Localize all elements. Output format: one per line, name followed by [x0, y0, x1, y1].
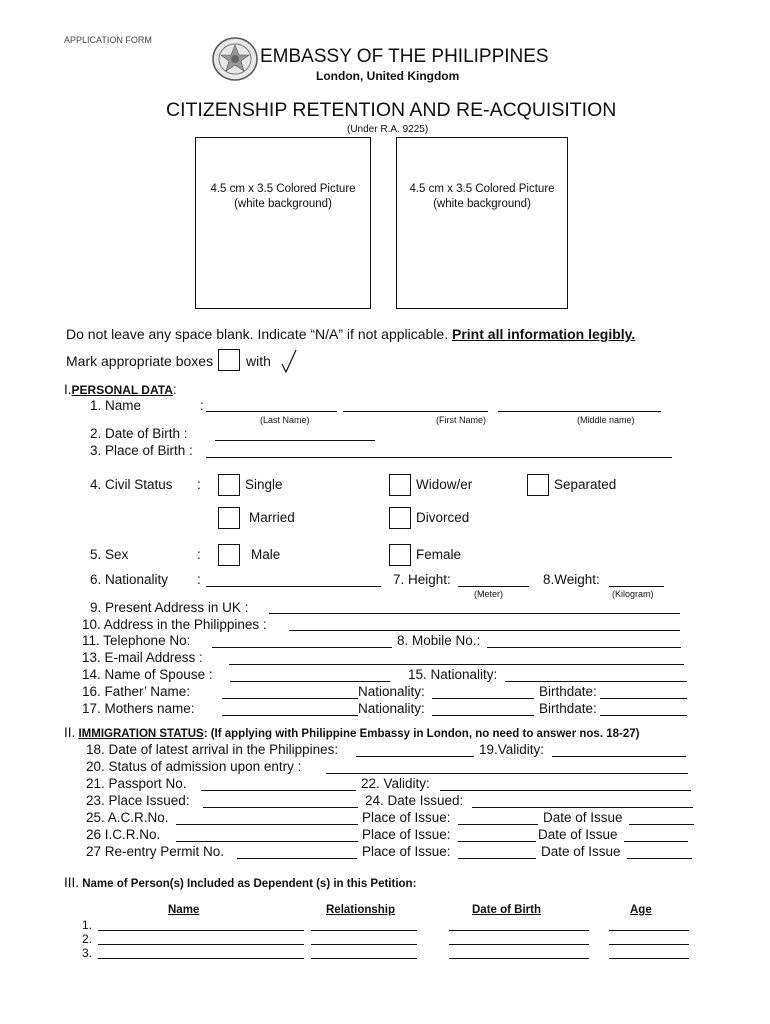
first-name-caption: (First Name) — [436, 415, 486, 425]
name-colon: : — [200, 398, 204, 413]
column-relationship: Relationship — [326, 904, 396, 916]
icr-field[interactable] — [176, 841, 358, 842]
section-3-numeral: III. — [64, 875, 80, 890]
section-1-numeral: I. — [64, 382, 72, 397]
father-name-field[interactable] — [222, 698, 358, 699]
photo-box-2[interactable] — [396, 137, 568, 309]
married-label: Married — [249, 510, 295, 525]
photo-box-2-size: 4.5 cm x 3.5 Colored Picture — [409, 183, 555, 195]
section-2-note: : (If applying with Philippine Embassy in London, no need to answer nos. 18-27) — [203, 728, 640, 740]
arrival-field[interactable] — [356, 756, 474, 757]
reentry-date-field[interactable] — [627, 858, 692, 859]
mark-instruction: Mark appropriate boxes — [66, 353, 214, 369]
photo-box-1[interactable] — [195, 137, 371, 309]
female-checkbox[interactable] — [389, 544, 411, 566]
separated-label: Separated — [554, 477, 617, 492]
middle-name-field[interactable] — [498, 411, 661, 412]
separated-checkbox[interactable] — [527, 474, 549, 496]
male-label: Male — [251, 547, 281, 562]
weight-field[interactable] — [609, 586, 664, 587]
mother-label: 17. Mothers name: — [82, 701, 195, 716]
section-3-heading — [64, 875, 416, 890]
mother-nationality-field[interactable] — [432, 715, 534, 716]
icr-place-label: Place of Issue: — [362, 827, 451, 842]
single-checkbox[interactable] — [218, 474, 240, 496]
photo-box-2-note: (white background) — [433, 198, 531, 210]
instructions-text — [66, 326, 635, 342]
mother-birthdate-label: Birthdate: — [539, 701, 597, 716]
embassy-location: London, United Kingdom — [316, 69, 460, 83]
civil-status-colon: : — [197, 477, 201, 492]
validity-22-field[interactable] — [440, 790, 691, 791]
place-issued-label: 23. Place Issued: — [86, 793, 190, 808]
pob-label: 3. Place of Birth : — [90, 443, 193, 458]
married-checkbox[interactable] — [218, 507, 240, 529]
column-name: Name — [168, 904, 200, 916]
widower-label: Widow/er — [416, 477, 473, 492]
reentry-place-field[interactable] — [458, 858, 536, 859]
father-birthdate-label: Birthdate: — [539, 684, 597, 699]
reentry-field[interactable] — [237, 858, 357, 859]
section-2-title: IMMIGRATION STATUS — [78, 728, 204, 740]
present-address-label: 9. Present Address in UK : — [90, 600, 249, 615]
validity-22-label: 22. Validity: — [361, 776, 430, 791]
last-name-field[interactable] — [206, 411, 337, 412]
pob-field[interactable] — [206, 457, 672, 458]
nationality-15-label: 15. Nationality: — [408, 667, 498, 682]
widower-checkbox[interactable] — [389, 474, 411, 496]
date-issued-label: 24. Date Issued: — [365, 793, 464, 808]
dependent-2-age-field[interactable] — [609, 944, 689, 945]
reentry-date-label: Date of Issue — [541, 844, 621, 859]
section-1-title: PERSONAL DATA — [71, 383, 173, 397]
single-label: Single — [245, 477, 283, 492]
weight-label: 8.Weight: — [543, 572, 600, 587]
column-date-of-birth: Date of Birth — [472, 904, 541, 916]
dependent-row-3-number: 3. — [82, 946, 93, 960]
icr-date-label: Date of Issue — [538, 827, 618, 842]
first-name-field[interactable] — [343, 411, 488, 412]
nationality-field[interactable] — [206, 586, 381, 587]
nationality-label: 6. Nationality — [90, 572, 169, 587]
arrival-label: 18. Date of latest arrival in the Philippines: — [86, 742, 339, 757]
father-label: 16. Father’ Name: — [82, 684, 191, 699]
dependent-3-name-field[interactable] — [98, 958, 304, 959]
acr-field[interactable] — [176, 824, 358, 825]
father-nationality-field[interactable] — [432, 698, 534, 699]
last-name-caption: (Last Name) — [260, 415, 310, 425]
dependent-row-1-number: 1. — [82, 918, 93, 932]
dependent-1-name-field[interactable] — [98, 930, 304, 931]
dob-field[interactable] — [215, 440, 375, 441]
section-2-heading — [64, 725, 639, 740]
mobile-field[interactable] — [487, 647, 681, 648]
icr-place-field[interactable] — [458, 841, 536, 842]
telephone-field[interactable] — [212, 647, 392, 648]
column-age: Age — [630, 904, 652, 916]
spouse-field[interactable] — [230, 681, 390, 682]
height-label: 7. Height: — [393, 572, 451, 587]
mother-nationality-label: Nationality: — [358, 701, 425, 716]
mother-birthdate-field[interactable] — [600, 715, 687, 716]
father-birthdate-field[interactable] — [600, 698, 687, 699]
passport-field[interactable] — [201, 790, 356, 791]
photo-box-1-note: (white background) — [234, 198, 332, 210]
father-nationality-label: Nationality: — [358, 684, 425, 699]
page-title: CITIZENSHIP RETENTION AND RE-ACQUISITION — [166, 99, 617, 121]
section-3-title: Name of Person(s) Included as Dependent (s) in this Petition: — [82, 878, 417, 890]
instructions-emphasis: Print all information legibly. — [452, 326, 636, 342]
section-2-numeral: II. — [64, 725, 76, 740]
name-label: 1. Name — [90, 398, 142, 413]
checkmark-icon — [280, 348, 298, 379]
page-subtitle: (Under R.A. 9225) — [347, 124, 429, 135]
dependent-1-age-field[interactable] — [609, 930, 689, 931]
icr-label: 26 I.C.R.No. — [86, 827, 161, 842]
acr-label: 25. A.C.R.No. — [86, 810, 169, 825]
mobile-label: 8. Mobile No.: — [397, 633, 481, 648]
admission-label: 20. Status of admission upon entry : — [86, 759, 302, 774]
embassy-title: EMBASSY OF THE PHILIPPINES — [260, 46, 549, 67]
reentry-label: 27 Re-entry Permit No. — [86, 844, 225, 859]
date-issued-field[interactable] — [472, 807, 693, 808]
email-label: 13. E-mail Address : — [82, 650, 203, 665]
female-label: Female — [416, 547, 462, 562]
icr-date-field[interactable] — [624, 841, 688, 842]
dependent-row-2-number: 2. — [82, 932, 93, 946]
validity-19-label: 19.Validity: — [479, 742, 545, 757]
sex-colon: : — [197, 547, 201, 562]
embassy-seal-icon — [210, 36, 260, 82]
weight-unit: (Kilogram) — [612, 589, 654, 599]
dependent-2-dob-field[interactable] — [449, 944, 589, 945]
passport-label: 21. Passport No. — [86, 776, 187, 791]
mother-name-field[interactable] — [222, 715, 358, 716]
section-1-heading — [64, 382, 177, 397]
admission-field[interactable] — [326, 773, 688, 774]
dependent-3-age-field[interactable] — [609, 958, 689, 959]
sample-checkbox — [218, 349, 240, 371]
sex-label: 5. Sex — [90, 547, 129, 562]
present-address-field[interactable] — [269, 613, 680, 614]
ph-address-field[interactable] — [289, 630, 680, 631]
dependent-1-dob-field[interactable] — [449, 930, 589, 931]
dob-label: 2. Date of Birth : — [90, 426, 188, 441]
instructions-main: Do not leave any space blank. Indicate “N/A” if not applicable. — [66, 326, 452, 342]
telephone-label: 11. Telephone No: — [82, 633, 191, 648]
acr-date-label: Date of Issue — [543, 810, 623, 825]
place-issued-field[interactable] — [203, 807, 358, 808]
dependent-2-relationship-field[interactable] — [311, 944, 417, 945]
divorced-label: Divorced — [416, 510, 470, 525]
dependent-1-relationship-field[interactable] — [311, 930, 417, 931]
dependent-3-dob-field[interactable] — [449, 958, 589, 959]
spouse-label: 14. Name of Spouse : — [82, 667, 213, 682]
acr-place-label: Place of Issue: — [362, 810, 451, 825]
male-checkbox[interactable] — [218, 544, 240, 566]
email-field[interactable] — [229, 664, 684, 665]
height-field[interactable] — [458, 586, 529, 587]
divorced-checkbox[interactable] — [389, 507, 411, 529]
dependent-3-relationship-field[interactable] — [311, 958, 417, 959]
middle-name-caption: (Middle name) — [577, 415, 635, 425]
dependent-2-name-field[interactable] — [98, 944, 304, 945]
height-unit: (Meter) — [474, 589, 503, 599]
validity-19-field[interactable] — [552, 756, 686, 757]
nationality-colon: : — [197, 572, 201, 587]
civil-status-label: 4. Civil Status — [90, 477, 173, 492]
mark-with: with — [246, 353, 271, 369]
nationality-15-field[interactable] — [505, 681, 687, 682]
acr-place-field[interactable] — [458, 824, 538, 825]
ph-address-label: 10. Address in the Philippines : — [82, 617, 267, 632]
reentry-place-label: Place of Issue: — [362, 844, 451, 859]
section-1-colon: : — [172, 382, 177, 397]
form-label: APPLICATION FORM — [64, 35, 152, 45]
photo-box-1-size: 4.5 cm x 3.5 Colored Picture — [210, 183, 356, 195]
acr-date-field[interactable] — [629, 824, 694, 825]
